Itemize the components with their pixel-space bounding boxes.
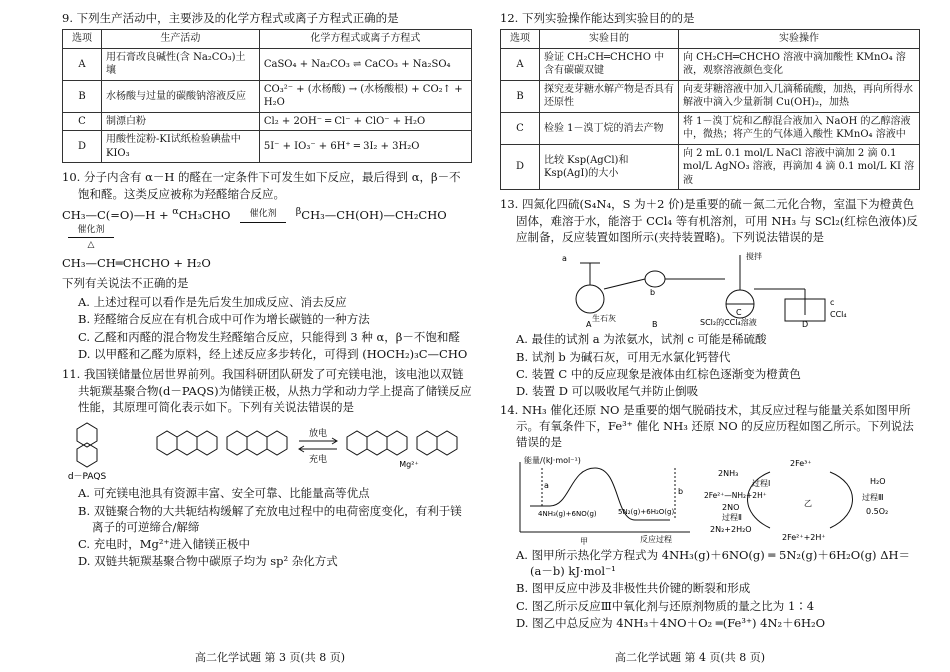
q10-arrow2 (68, 224, 114, 253)
q14-ylabel: 能量/(kJ·mol⁻¹) (524, 455, 581, 465)
q11-option-d: D. 双链共轭羰基聚合物中碳原子均为 sp² 杂化方式 (78, 554, 338, 569)
q14-a-label: a (544, 480, 549, 490)
q9-cell: D (63, 131, 102, 163)
q12-cell: D (501, 144, 540, 190)
q13-label-c: c (830, 298, 835, 308)
q13-label-B: B (652, 320, 658, 328)
q10-intermediate: CH₃—CH(OH)—CH₂CHO (301, 207, 447, 222)
q12-cell: A (501, 48, 540, 80)
q12-cell: 比较 Ksp(AgCl)和 Ksp(AgI)的大小 (540, 144, 679, 190)
q13-label-stir: 搅拌 (746, 252, 762, 262)
q13-label-C: C (736, 308, 742, 318)
q14-n11: 0.5O₂ (866, 506, 889, 516)
q10-option-b: B. 羟醛缩合反应在有机合成中可作为增长碳链的一种方法 (78, 312, 370, 327)
table-row (63, 80, 472, 112)
q14-stem: 14. NH₃ 催化还原 NO 是重要的烟气脱硝技术，其反应过程与能量关系如图甲所示。有氧条件下，Fe³⁺ 催化 NH₃ 还原 NO 的反应历程如图乙所示。下列说法错误的是 (500, 402, 914, 450)
q14-xlabel: 反应过程 (640, 534, 672, 544)
q11-option-b: B. 双链聚合物的大共轭结构缓解了充放电过程中的电荷密度变化，有利于镁离子的可逆缔合/解缔 (78, 503, 462, 534)
q10-cond2-top: 催化剂 (77, 224, 105, 235)
q12-header-purpose: 实验目的 (540, 30, 679, 49)
right-column (500, 8, 920, 632)
q10-reactant2: CH₃CHO (178, 207, 231, 222)
q13-option-d: D. 装置 D 可以吸收尾气并防止倒吸 (516, 384, 699, 399)
q14-b-label: b (678, 486, 684, 496)
q9-cell: B (63, 80, 102, 112)
q14-n7: 2N₂+2H₂O (710, 524, 752, 534)
q11-polymer-figure (67, 419, 467, 481)
q9-cell: CO₃²⁻ + (水杨酸) → (水杨酸根) + CO₂↑ + H₂O (259, 80, 471, 112)
table-row (501, 48, 920, 80)
q9-cell: 水杨酸与过量的碳酸钠溶液反应 (102, 80, 260, 112)
q12-cell: 向麦芽糖溶液中加入几滴稀硫酸，加热，再向所得水解液中滴入少量新制 Cu(OH)₂，加热 (679, 80, 920, 112)
q13-label-scl2: SCl₂的CCl₄溶液 (700, 318, 757, 328)
q9-header-equation: 化学方程式或离子方程式 (259, 30, 471, 49)
q14-n1: 2Fe³⁺ (790, 458, 812, 468)
q14-n3: 过程Ⅰ (752, 478, 771, 488)
q13-label-b: b (650, 288, 656, 298)
q12-cell: 向 CH₂CH═CHCHO 溶液中滴加酸性 KMnO₄ 溶液，观察溶液颜色变化 (679, 48, 920, 80)
q14-option-c: C. 图乙所示反应Ⅲ中氧化剂与还原剂物质的量之比为 1∶4 (516, 598, 815, 613)
q13-stem: 13. 四氮化四硫(S₄N₄，S 为＋2 价)是重要的硫－氮二元化合物，室温下为橙黄色固体，难溶于水，能溶于 CCl₄ 等有机溶剂，可用 NH₃ 与 SCl₂(红棕色液体)反应制备，反应装置如图所示(夹持装置略)。下列说法错误的是 (500, 197, 918, 244)
q10-option-c: C. 乙醛和丙醛的混合物发生羟醛缩合反应，只能得到 3 种 α，β－不饱和醛 (78, 329, 460, 344)
q14-option-b: B. 图甲反应中涉及非极性共价键的断裂和形成 (516, 581, 751, 596)
q10-reactant1: CH₃—C(=O)—H (62, 207, 156, 222)
q10-equation-line2: CH₃—CH═CHCHO + H₂O (62, 256, 211, 271)
q10-arrow1 (240, 208, 286, 224)
table-row (501, 144, 920, 190)
q9-cell: 5I⁻ + IO₃⁻ + 6H⁺ ═ 3I₂ + 3H₂O (259, 131, 471, 163)
q12-cell: B (501, 80, 540, 112)
q14-n9: H₂O (870, 476, 886, 486)
q13-label-D: D (802, 320, 809, 328)
q14-n8: 2Fe²⁺+2H⁺ (782, 532, 826, 542)
q14-n6: 过程Ⅱ (722, 512, 742, 522)
q12-table-header (501, 30, 920, 49)
page-footer-left: 高二化学试题 第 3 页(共 8 页) (195, 651, 346, 664)
q13-label-A: A (586, 320, 592, 328)
q9-cell: A (63, 48, 102, 80)
q10-option-a: A. 上述过程可以看作是先后发生加成反应、消去反应 (78, 294, 347, 309)
q9-header-activity: 生产活动 (102, 30, 260, 49)
q9-cell: 用酸性淀粉-KI试纸检验碘盐中 KIO₃ (102, 131, 260, 163)
q14-n4: 2Fe²⁺—NH₂+2H⁺ (704, 490, 767, 500)
q9-table-header (63, 30, 472, 49)
page-footer-right: 高二化学试题 第 4 页(共 8 页) (615, 651, 766, 664)
q14-products-label: 5N₂(g)+6H₂O(g) (618, 507, 675, 516)
q9-cell: 用石膏改良碱性(含 Na₂CO₃)土壤 (102, 48, 260, 80)
q9-cell: CaSO₄ + Na₂CO₃ ⇌ CaCO₃ + Na₂SO₄ (259, 48, 471, 80)
table-row (63, 131, 472, 163)
q12-cell: 探究麦芽糖水解产物是否具有还原性 (540, 80, 679, 112)
q10-equation-line1 (62, 205, 472, 252)
q10-cond1: 催化剂 (249, 208, 277, 219)
q14-energy-diagram (500, 454, 700, 546)
q10-stem: 10. 分子内含有 α－H 的醛在一定条件下可发生如下反应，最后得到 α，β－不饱和醛。这类反应被称为羟醛缩合反应。 (62, 170, 461, 201)
q11-stem: 11. 我国镁储量位居世界前列。我国科研团队研发了可充镁电池，该电池以双链共轭羰基聚合物(d－PAQS)为储镁正极，从热力学和动力学上提高了储镁反应性能，其原理可简化表示如下。下列有关说法错误的是 (62, 367, 472, 414)
q14-n5: 2NO (722, 502, 740, 512)
q14-n10: 过程Ⅲ (862, 492, 884, 502)
q14-n2: 2NH₃ (718, 468, 739, 478)
q9-stem: 9. 下列生产活动中，主要涉及的化学方程式或离子方程式正确的是 (62, 11, 399, 25)
q14-option-a: A. 图甲所示热化学方程式为 4NH₃(g)＋6NO(g) ═ 5N₂(g)＋6H₂O(g) ΔH＝(a－b) kJ·mol⁻¹ (516, 547, 911, 578)
q13-label-a: a (562, 254, 567, 264)
q14-mechanism-diagram (700, 454, 915, 546)
q12-cell: 检验 1－溴丁烷的消去产物 (540, 112, 679, 144)
q12-cell: 向 2 mL 0.1 mol/L NaCl 溶液中滴加 2 滴 0.1 mol/L AgNO₃ 溶液，再滴加 4 滴 0.1 mol/L KI 溶液 (679, 144, 920, 190)
q9-cell: Cl₂ + 2OH⁻ ═ Cl⁻ + ClO⁻ + H₂O (259, 112, 471, 131)
q9-cell: C (63, 112, 102, 131)
q14-caption-yi: 乙 (804, 498, 812, 508)
q11-discharge-label: 放电 (308, 429, 328, 440)
q12-cell: 验证 CH₂CH═CHCHO 中含有碳碳双键 (540, 48, 679, 80)
q10-alpha-label: α (172, 205, 179, 217)
table-row (501, 112, 920, 144)
q10-beta-label: β (295, 205, 302, 217)
q12-cell: C (501, 112, 540, 144)
q14-reactants-label: 4NH₃(g)+6NO(g) (538, 509, 597, 518)
left-column (62, 8, 472, 571)
q11-dpaqs-label: d－PAQS (67, 472, 107, 482)
q9-cell: 制漂白粉 (102, 112, 260, 131)
q11-option-a: A. 可充镁电池具有资源丰富、安全可靠、比能量高等优点 (78, 486, 370, 501)
q10-cond2-bottom: △ (87, 240, 95, 251)
q12-cell: 将 1－溴丁烷和乙醇混合液加入 NaOH 的乙醇溶液中，微热；将产生的气体通入酸性 KMnO₄ 溶液中 (679, 112, 920, 144)
q13-option-b: B. 试剂 b 为碱石灰，可用无水氯化钙替代 (516, 349, 731, 364)
q13-label-ccl4: CCl₄ (830, 310, 847, 320)
q11-charge-label: 充电 (308, 455, 328, 466)
q12-header-operation: 实验操作 (679, 30, 920, 49)
q12-header-option: 选项 (501, 30, 540, 49)
q9-table (62, 29, 472, 163)
q14-caption-jia: 甲 (580, 536, 588, 546)
table-row (501, 80, 920, 112)
q12-table (500, 29, 920, 190)
q10-plus: + (158, 207, 169, 222)
q14-figures (500, 454, 920, 546)
table-row (63, 112, 472, 131)
q11-option-c: C. 充电时，Mg²⁺进入储镁正极中 (78, 537, 251, 552)
table-row (63, 48, 472, 80)
q9-header-option: 选项 (63, 30, 102, 49)
q13-apparatus-figure (550, 249, 870, 327)
q13-option-c: C. 装置 C 中的反应现象是液体由红棕色逐渐变为橙黄色 (516, 366, 801, 381)
q14-option-d: D. 图乙中总反应为 4NH₃＋4NO＋O₂ ═(Fe³⁺) 4N₂＋6H₂O (516, 615, 826, 630)
q13-label-lime: 生石灰 (592, 314, 616, 324)
q10-option-d: D. 以甲醛和乙醛为原料，经上述反应多步转化，可得到 (HOCH₂)₃C—CHO (78, 346, 468, 361)
q12-stem: 12. 下列实验操作能达到实验目的的是 (500, 11, 695, 25)
q11-mg-label: Mg²⁺ (399, 460, 419, 470)
q13-option-a: A. 最佳的试剂 a 为浓氨水，试剂 c 可能是稀硫酸 (516, 332, 767, 347)
q10-question: 下列有关说法不正确的是 (62, 275, 189, 290)
